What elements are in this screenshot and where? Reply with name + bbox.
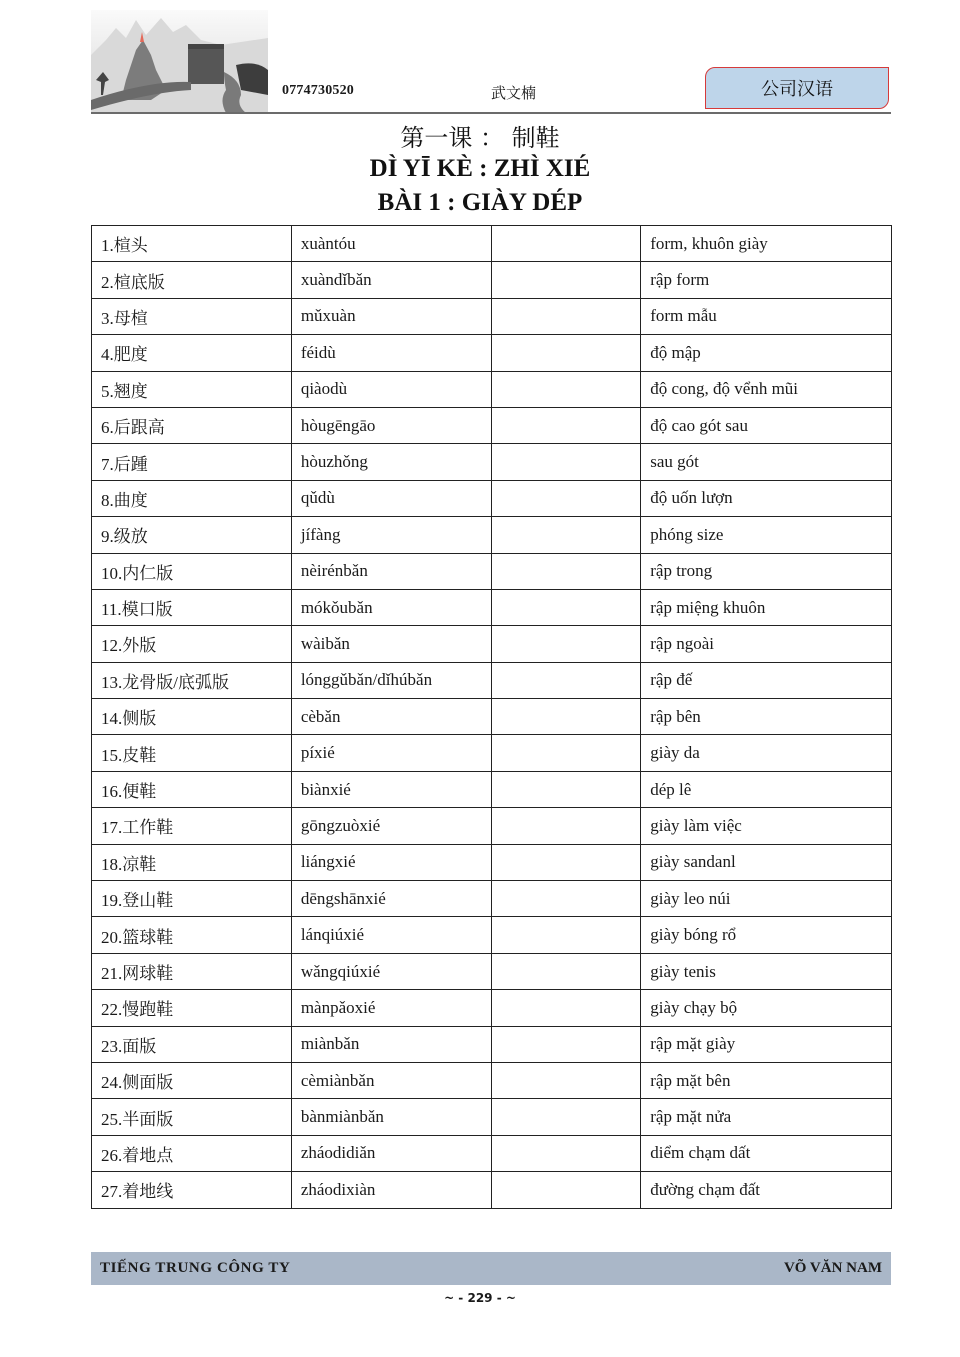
table-row — [92, 444, 892, 480]
table-row — [92, 1099, 892, 1135]
cell-meaning: rập form — [641, 262, 892, 298]
cell-blank — [491, 699, 641, 735]
cell-blank — [491, 480, 641, 516]
cell-blank — [491, 444, 641, 480]
cell-pinyin: xuàntóu — [291, 226, 491, 262]
cell-hanzi: 10.内仁版 — [92, 553, 292, 589]
cell-meaning: rập ngoài — [641, 626, 892, 662]
cell-blank — [491, 553, 641, 589]
cell-hanzi: 11.模口版 — [92, 589, 292, 625]
cell-pinyin: jífàng — [291, 517, 491, 553]
table-row — [92, 1062, 892, 1098]
page-number: ~ - 229 - ~ — [444, 1291, 516, 1305]
cell-meaning: giày tenis — [641, 953, 892, 989]
cell-hanzi: 23.面版 — [92, 1026, 292, 1062]
cell-meaning: độ uốn lượn — [641, 480, 892, 516]
cell-hanzi: 15.皮鞋 — [92, 735, 292, 771]
cell-pinyin: zháodidiǎn — [291, 1135, 491, 1171]
cell-pinyin: qǔdù — [291, 480, 491, 516]
cell-meaning: rập mặt nửa — [641, 1099, 892, 1135]
cell-meaning: rập mặt giày — [641, 1026, 892, 1062]
cell-meaning: diểm chạm dất — [641, 1135, 892, 1171]
cell-hanzi: 24.侧面版 — [92, 1062, 292, 1098]
page-header — [91, 10, 891, 113]
table-row — [92, 371, 892, 407]
cell-hanzi: 21.网球鞋 — [92, 953, 292, 989]
footer-bar — [91, 1252, 891, 1285]
cell-meaning: đường chạm đất — [641, 1172, 892, 1208]
cell-hanzi: 16.便鞋 — [92, 771, 292, 807]
cell-meaning: rập miệng khuôn — [641, 589, 892, 625]
cell-hanzi: 13.龙骨版/底弧版 — [92, 662, 292, 698]
cell-hanzi: 17.工作鞋 — [92, 808, 292, 844]
cell-hanzi: 2.楦底版 — [92, 262, 292, 298]
cell-pinyin: bànmiànbǎn — [291, 1099, 491, 1135]
table-row — [92, 626, 892, 662]
cell-pinyin: nèirénbǎn — [291, 553, 491, 589]
cell-meaning: form, khuôn giày — [641, 226, 892, 262]
table-row — [92, 844, 892, 880]
cell-hanzi: 27.着地线 — [92, 1172, 292, 1208]
table-row — [92, 335, 892, 371]
cell-meaning: rập mặt bên — [641, 1062, 892, 1098]
cell-pinyin: píxié — [291, 735, 491, 771]
vocabulary-table — [91, 225, 892, 1209]
cell-hanzi: 19.登山鞋 — [92, 881, 292, 917]
table-row — [92, 735, 892, 771]
cell-pinyin: miànbǎn — [291, 1026, 491, 1062]
cell-pinyin: hòuzhǒng — [291, 444, 491, 480]
table-row — [92, 589, 892, 625]
cell-meaning: giày leo núi — [641, 881, 892, 917]
cell-pinyin: cèmiànbǎn — [291, 1062, 491, 1098]
cell-pinyin: dēngshānxié — [291, 881, 491, 917]
table-row — [92, 699, 892, 735]
header-divider — [91, 112, 891, 114]
cell-meaning: dép lê — [641, 771, 892, 807]
cell-blank — [491, 1062, 641, 1098]
cell-blank — [491, 990, 641, 1026]
cell-blank — [491, 771, 641, 807]
cell-hanzi: 22.慢跑鞋 — [92, 990, 292, 1026]
cell-hanzi: 6.后跟高 — [92, 407, 292, 443]
table-row — [92, 480, 892, 516]
cell-meaning: rập trong — [641, 553, 892, 589]
table-row — [92, 990, 892, 1026]
cell-pinyin: mǔxuàn — [291, 298, 491, 334]
cell-hanzi: 9.级放 — [92, 517, 292, 553]
header-phone: 0774730520 — [282, 83, 354, 98]
cell-blank — [491, 1172, 641, 1208]
cell-blank — [491, 371, 641, 407]
cell-meaning: độ cao gót sau — [641, 407, 892, 443]
cell-meaning: giày chạy bộ — [641, 990, 892, 1026]
cell-blank — [491, 1026, 641, 1062]
cell-meaning: giày bóng rổ — [641, 917, 892, 953]
cell-blank — [491, 589, 641, 625]
cell-pinyin: xuàndǐbǎn — [291, 262, 491, 298]
cell-pinyin: mókǒubǎn — [291, 589, 491, 625]
cell-meaning: giày sandanl — [641, 844, 892, 880]
cell-blank — [491, 881, 641, 917]
great-wall-image — [91, 10, 268, 113]
cell-pinyin: lánqiúxié — [291, 917, 491, 953]
cell-hanzi: 25.半面版 — [92, 1099, 292, 1135]
cell-pinyin: féidù — [291, 335, 491, 371]
cell-meaning: rập đế — [641, 662, 892, 698]
cell-blank — [491, 917, 641, 953]
cell-pinyin: biànxié — [291, 771, 491, 807]
cell-blank — [491, 1099, 641, 1135]
cell-meaning: form mẫu — [641, 298, 892, 334]
cell-hanzi: 18.凉鞋 — [92, 844, 292, 880]
cell-blank — [491, 298, 641, 334]
cell-hanzi: 5.翘度 — [92, 371, 292, 407]
cell-meaning: phóng size — [641, 517, 892, 553]
table-row — [92, 881, 892, 917]
cell-blank — [491, 844, 641, 880]
cell-blank — [491, 808, 641, 844]
header-author-name: 武文楠 — [491, 84, 537, 102]
cell-pinyin: gōngzuòxié — [291, 808, 491, 844]
table-row — [92, 1172, 892, 1208]
cell-pinyin: lónggǔbǎn/dǐhúbǎn — [291, 662, 491, 698]
header-badge: 公司汉语 — [705, 67, 889, 109]
table-row — [92, 917, 892, 953]
cell-blank — [491, 626, 641, 662]
table-row — [92, 226, 892, 262]
cell-blank — [491, 662, 641, 698]
cell-hanzi: 26.着地点 — [92, 1135, 292, 1171]
footer-right-text: VÕ VĂN NAM — [783, 1260, 882, 1276]
cell-hanzi: 12.外版 — [92, 626, 292, 662]
cell-hanzi: 3.母楦 — [92, 298, 292, 334]
lesson-title-vietnamese: BÀI 1 : GIÀY DÉP — [377, 189, 583, 216]
table-row — [92, 553, 892, 589]
cell-meaning: rập bên — [641, 699, 892, 735]
cell-pinyin: hòugēngāo — [291, 407, 491, 443]
table-row — [92, 298, 892, 334]
table-row — [92, 517, 892, 553]
cell-meaning: độ cong, độ vểnh mũi — [641, 371, 892, 407]
table-row — [92, 662, 892, 698]
table-row — [92, 1135, 892, 1171]
cell-blank — [491, 517, 641, 553]
lesson-title-pinyin: DÌ YĪ KÈ : ZHÌ XIÉ — [369, 155, 591, 182]
cell-hanzi: 7.后踵 — [92, 444, 292, 480]
table-row — [92, 1026, 892, 1062]
table-row — [92, 407, 892, 443]
table-row — [92, 808, 892, 844]
cell-blank — [491, 226, 641, 262]
footer-left-text: TIẾNG TRUNG CÔNG TY — [100, 1260, 291, 1276]
great-wall-illustration-icon — [91, 10, 268, 113]
table-row — [92, 262, 892, 298]
lesson-title-chinese: 第一课 ： 制鞋 — [400, 124, 560, 152]
cell-pinyin: qiàodù — [291, 371, 491, 407]
table-row — [92, 953, 892, 989]
cell-pinyin: zháodixiàn — [291, 1172, 491, 1208]
cell-hanzi: 4.肥度 — [92, 335, 292, 371]
cell-blank — [491, 953, 641, 989]
table-row — [92, 771, 892, 807]
cell-pinyin: cèbǎn — [291, 699, 491, 735]
cell-hanzi: 1.楦头 — [92, 226, 292, 262]
cell-blank — [491, 335, 641, 371]
cell-pinyin: liángxié — [291, 844, 491, 880]
cell-blank — [491, 1135, 641, 1171]
cell-pinyin: mànpǎoxié — [291, 990, 491, 1026]
vocabulary-table-body — [92, 226, 892, 1209]
cell-meaning: giày da — [641, 735, 892, 771]
cell-meaning: độ mập — [641, 335, 892, 371]
cell-pinyin: wǎngqiúxié — [291, 953, 491, 989]
cell-hanzi: 20.篮球鞋 — [92, 917, 292, 953]
cell-blank — [491, 735, 641, 771]
cell-blank — [491, 407, 641, 443]
cell-meaning: giày làm việc — [641, 808, 892, 844]
cell-hanzi: 14.侧版 — [92, 699, 292, 735]
cell-blank — [491, 262, 641, 298]
cell-pinyin: wàibǎn — [291, 626, 491, 662]
cell-meaning: sau gót — [641, 444, 892, 480]
cell-hanzi: 8.曲度 — [92, 480, 292, 516]
